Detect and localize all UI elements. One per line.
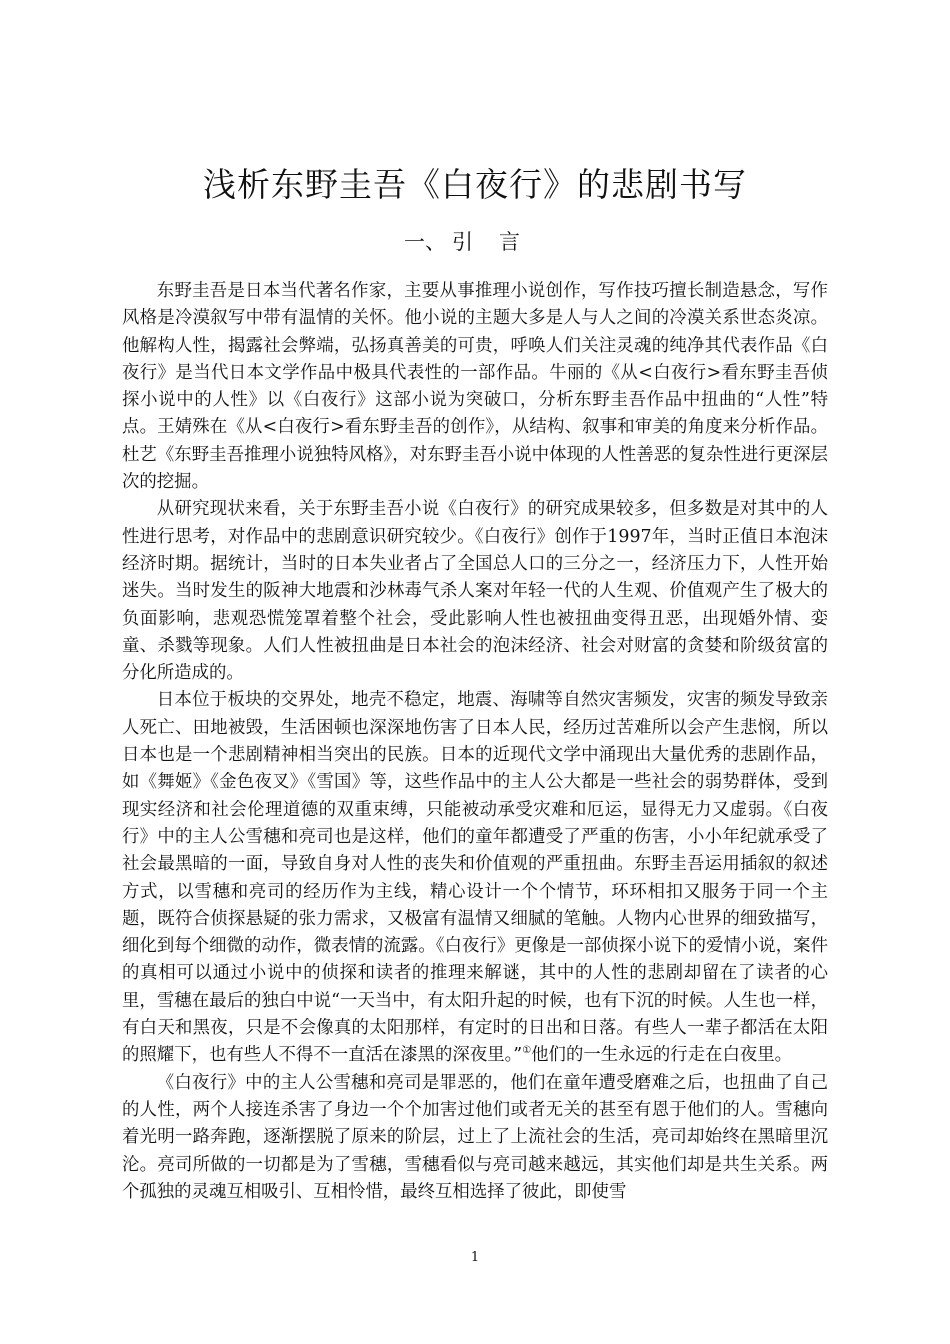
paragraph-text-tail: 他们的一生永远的行走在白夜里。 [531,1045,793,1066]
paragraph-text: 日本位于板块的交界处，地壳不稳定，地震、海啸等自然灾害频发，灾害的频发导致亲人死亡、田地被毁，生活困顿也深深地伤害了日本人民，经历过苦难所以会产生悲悯，所以日本也是一个悲剧精神相当突出的民族。日本的近现代文学中涌现出大量优秀的悲剧作品，如《舞姬》《金色夜叉》《雪国》等，这些作品中的主人公大都是一些社会的弱势群体，受到现实经济和社会伦理道德的双重束缚，只能被动承受灾难和厄运，显得无力又虚弱。《白夜行》中的主人公雪穗和亮司也是这样，他们的童年都遭受了严重的伤害，小小年纪就承受了社会最黑暗的一面，导致自身对人性的丧失和价值观的严重扭曲。东野圭吾运用插叙的叙述方式，以雪穗和亮司的经历作为主线，精心设计一个个情节，环环相扣又服务于同一个主题，既符合侦探悬疑的张力需求，又极富有温情又细腻的笔触。人物内心世界的细致描写，细化到每个细微的动作，微表情的流露。《白夜行》更像是一部侦探小说下的爱情小说，案件的真相可以通过小说中的侦探和读者的推理来解谜，其中的人性的悲剧却留在了读者的心里，雪穗在最后的独白中说“一天当中，有太阳升起的时候，也有下沉的时候。人生也一样，有白天和黑夜，只是不会像真的太阳那样，有定时的日出和日落。有些人一辈子都活在太阳的照耀下，也有些人不得不一直活在漆黑的深夜里。” [122,690,828,1066]
paragraph [122,687,828,1069]
footnote-marker[interactable]: ① [522,1045,532,1057]
paragraph: 从研究现状来看，关于东野圭吾小说《白夜行》的研究成果较多，但多数是对其中的人性进行思考，对作品中的悲剧意识研究较少。《白夜行》创作于1997年，当时正值日本泡沫经济时期。据统计，当时的日本失业者占了全国总人口的三分之一，经济压力下，人性开始迷失。当时发生的阪神大地震和沙林毒气杀人案对年轻一代的人生观、价值观产生了极大的负面影响，悲观恐慌笼罩着整个社会，受此影响人性也被扭曲变得丑恶，出现婚外情、娈童、杀戮等现象。人们人性被扭曲是日本社会的泡沫经济、社会对财富的贪婪和阶级贫富的分化所造成的。 [122,499,828,684]
document-title: 浅析东野圭吾《白夜行》的悲剧书写 [203,165,747,204]
section-heading-text: 引言 [452,230,546,254]
paragraph: 《白夜行》中的主人公雪穗和亮司是罪恶的，他们在童年遭受磨难之后，也扭曲了自己的人性，两个人接连杀害了身边一个个加害过他们或者无关的甚至有恩于他们的人。雪穗向着光明一路奔跑，逐渐摆脱了原来的阶层，过上了上流社会的生活，亮司却始终在黑暗里沉沦。亮司所做的一切都是为了雪穗，雪穗看似与亮司越来越远，其实他们却是共生关系。两个孤独的灵魂互相吸引、互相怜惜，最终互相选择了彼此，即使雪 [122,1072,828,1202]
paragraph: 东野圭吾是日本当代著名作家，主要从事推理小说创作，写作技巧擅长制造悬念，写作风格是冷漠叙写中带有温情的关怀。他小说的主题大多是人与人之间的冷漠关系世态炎凉。他解构人性，揭露社会弊端，弘扬真善美的可贵，呼唤人们关注灵魂的纯净其代表作品《白夜行》是当代日本文学作品中极具代表性的一部作品。牛丽的《从<白夜行>看东野圭吾侦探小说中的人性》以《白夜行》这部小说为突破口，分析东野圭吾作品中扭曲的“人性”特点。王婧殊在《从<白夜行>看东野圭吾的创作》，从结构、叙事和审美的角度来分析作品。杜艺《东野圭吾推理小说独特风格》，对东野圭吾小说中体现的人性善恶的复杂性进行更深层次的挖掘。 [122,281,828,493]
page-number: 1 [470,1250,480,1265]
section-heading [0,228,950,256]
section-number: 一、 [404,230,446,254]
body-text [122,278,828,1206]
